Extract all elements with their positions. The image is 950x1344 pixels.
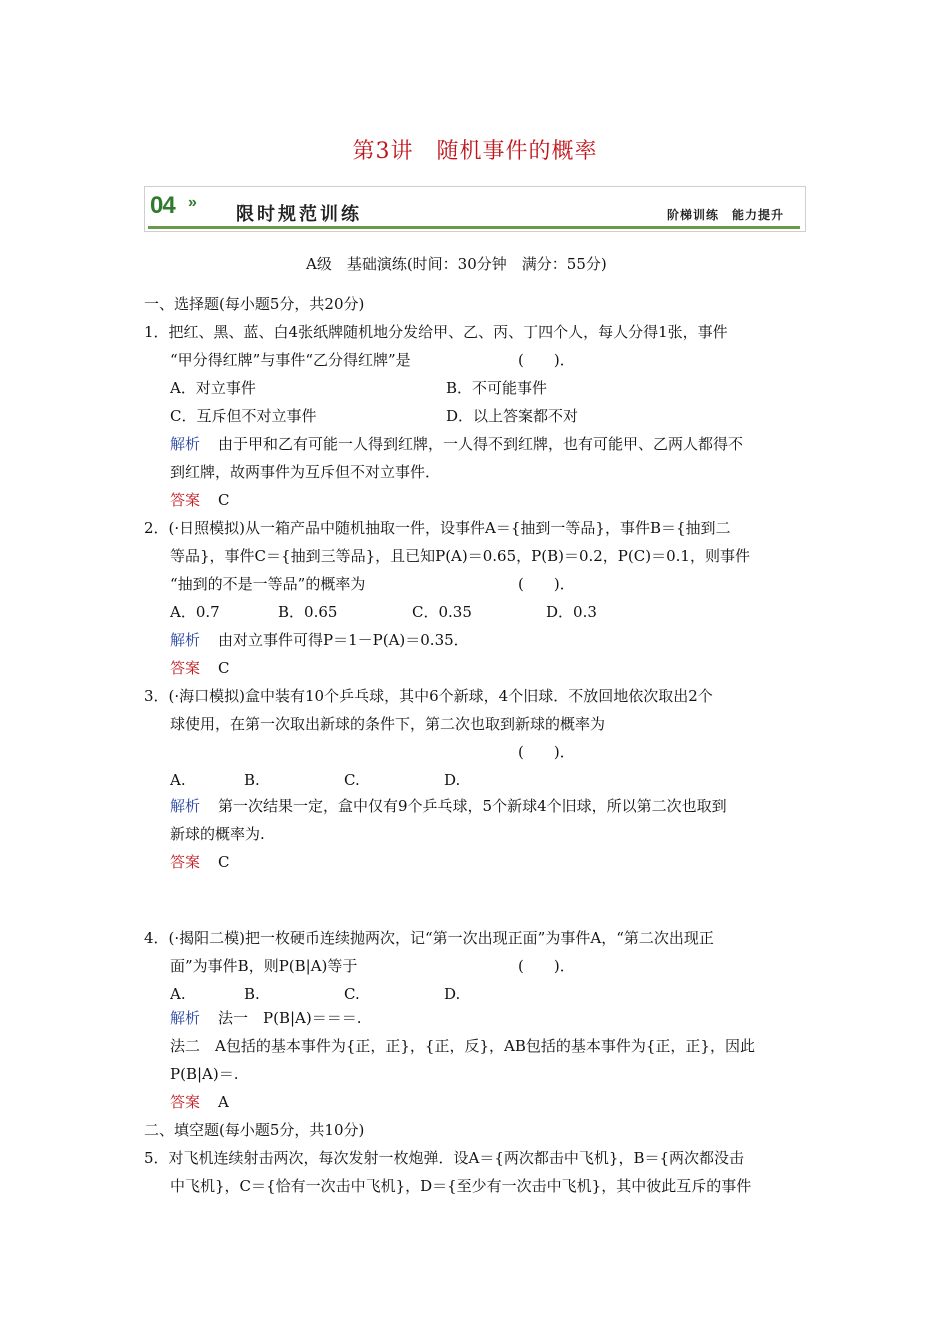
option-d: D. (444, 985, 461, 1003)
question-1-stem-cont: “甲分得红牌”与事件“乙分得红牌”是 (170, 351, 411, 369)
analysis-label: 解析 (170, 435, 201, 453)
level-line: A级 基础演练(时间：30分钟 满分：55分) (306, 255, 607, 273)
answer-value: C (218, 491, 230, 509)
analysis-text-cont: P(B|A)＝. (170, 1065, 239, 1083)
answer-label: 答案 (170, 659, 201, 677)
option-d: D．0.3 (546, 603, 597, 621)
question-4-stem: 4．(·揭阳二模)把一枚硬币连续抛两次，记“第一次出现正面”为事件A，“第二次出现正 (144, 929, 714, 947)
option-d: D．以上答案都不对 (446, 407, 579, 425)
question-5-stem: 5．对飞机连续射击两次，每次发射一枚炮弹．设A＝{两次都击中飞机}，B＝{两次都没击 (144, 1149, 745, 1167)
option-c: C．互斥但不对立事件 (170, 407, 317, 425)
question-2-stem-cont: “抽到的不是一等品”的概率为 (170, 575, 366, 593)
double-chevron-icon: » (188, 194, 197, 211)
question-5-stem-cont: 中飞机}，C＝{恰有一次击中飞机}，D＝{至少有一次击中飞机}，其中彼此互斥的事件 (170, 1177, 752, 1195)
answer-value: C (218, 659, 230, 677)
answer-label: 答案 (170, 853, 201, 871)
answer-paren: ( )． (518, 743, 575, 761)
analysis-text-cont: 法二 A包括的基本事件为{正，正}，{正，反}，AB包括的基本事件为{正，正}，因此 (170, 1037, 755, 1055)
option-a: A. (170, 985, 186, 1003)
analysis-label: 解析 (170, 631, 201, 649)
question-1-stem: 1．把红、黑、蓝、白4张纸牌随机地分发给甲、乙、丙、丁四个人，每人分得1张，事件 (144, 323, 728, 341)
analysis-text: 由于甲和乙有可能一人得到红牌，一人得不到红牌，也有可能甲、乙两人都得不 (218, 435, 744, 453)
section-heading: 二、填空题(每小题5分，共10分) (144, 1121, 365, 1139)
answer-paren: ( )． (518, 351, 575, 369)
question-3-stem: 3．(·海口模拟)盒中装有10个乒乓球，其中6个新球，4个旧球．不放回地依次取出2个 (144, 687, 713, 705)
answer-paren: ( )． (518, 575, 575, 593)
option-c: C．0.35 (412, 603, 472, 621)
analysis-text-cont: 到红牌，故两事件为互斥但不对立事件． (170, 463, 441, 481)
page-title: 第3讲 随机事件的概率 (352, 139, 598, 164)
question-4-stem-cont: 面”为事件B，则P(B|A)等于 (170, 957, 358, 975)
option-a: A. (170, 771, 186, 789)
banner-subtitle: 阶梯训练 能力提升 (666, 208, 784, 222)
banner-title: 限时规范训练 (236, 204, 362, 224)
answer-value: A (218, 1093, 229, 1111)
analysis-text: 法一 P(B|A)＝＝＝. (218, 1009, 362, 1027)
option-d: D. (444, 771, 461, 789)
answer-label: 答案 (170, 1093, 201, 1111)
analysis-text-cont: 新球的概率为. (170, 825, 265, 843)
option-b: B. (244, 771, 260, 789)
section-heading: 一、选择题(每小题5分，共20分) (144, 295, 365, 313)
option-a: A．0.7 (170, 603, 220, 621)
analysis-text: 由对立事件可得P＝1－P(A)＝0.35． (218, 631, 469, 649)
question-2-stem: 2．(·日照模拟)从一箱产品中随机抽取一件，设事件A＝{抽到一等品}，事件B＝{抽到二 (144, 519, 731, 537)
option-b: B. (244, 985, 260, 1003)
option-c: C. (344, 985, 360, 1003)
option-b: B．0.65 (278, 603, 338, 621)
question-2-stem-cont: 等品}，事件C＝{抽到三等品}，且已知P(A)＝0.65，P(B)＝0.2，P(C)＝0.1，则事件 (170, 547, 750, 565)
banner-number: 04 (150, 192, 175, 219)
option-a: A．对立事件 (170, 379, 256, 397)
answer-paren: ( )． (518, 957, 575, 975)
option-b: B．不可能事件 (446, 379, 548, 397)
answer-label: 答案 (170, 491, 201, 509)
banner-underline (148, 226, 800, 229)
analysis-label: 解析 (170, 1009, 201, 1027)
answer-value: C (218, 853, 230, 871)
question-3-stem-cont: 球使用，在第一次取出新球的条件下，第二次也取到新球的概率为 (170, 715, 606, 733)
analysis-label: 解析 (170, 797, 201, 815)
analysis-text: 第一次结果一定，盒中仅有9个乒乓球，5个新球4个旧球，所以第二次也取到 (218, 797, 727, 815)
option-c: C. (344, 771, 360, 789)
section-banner (144, 186, 806, 232)
